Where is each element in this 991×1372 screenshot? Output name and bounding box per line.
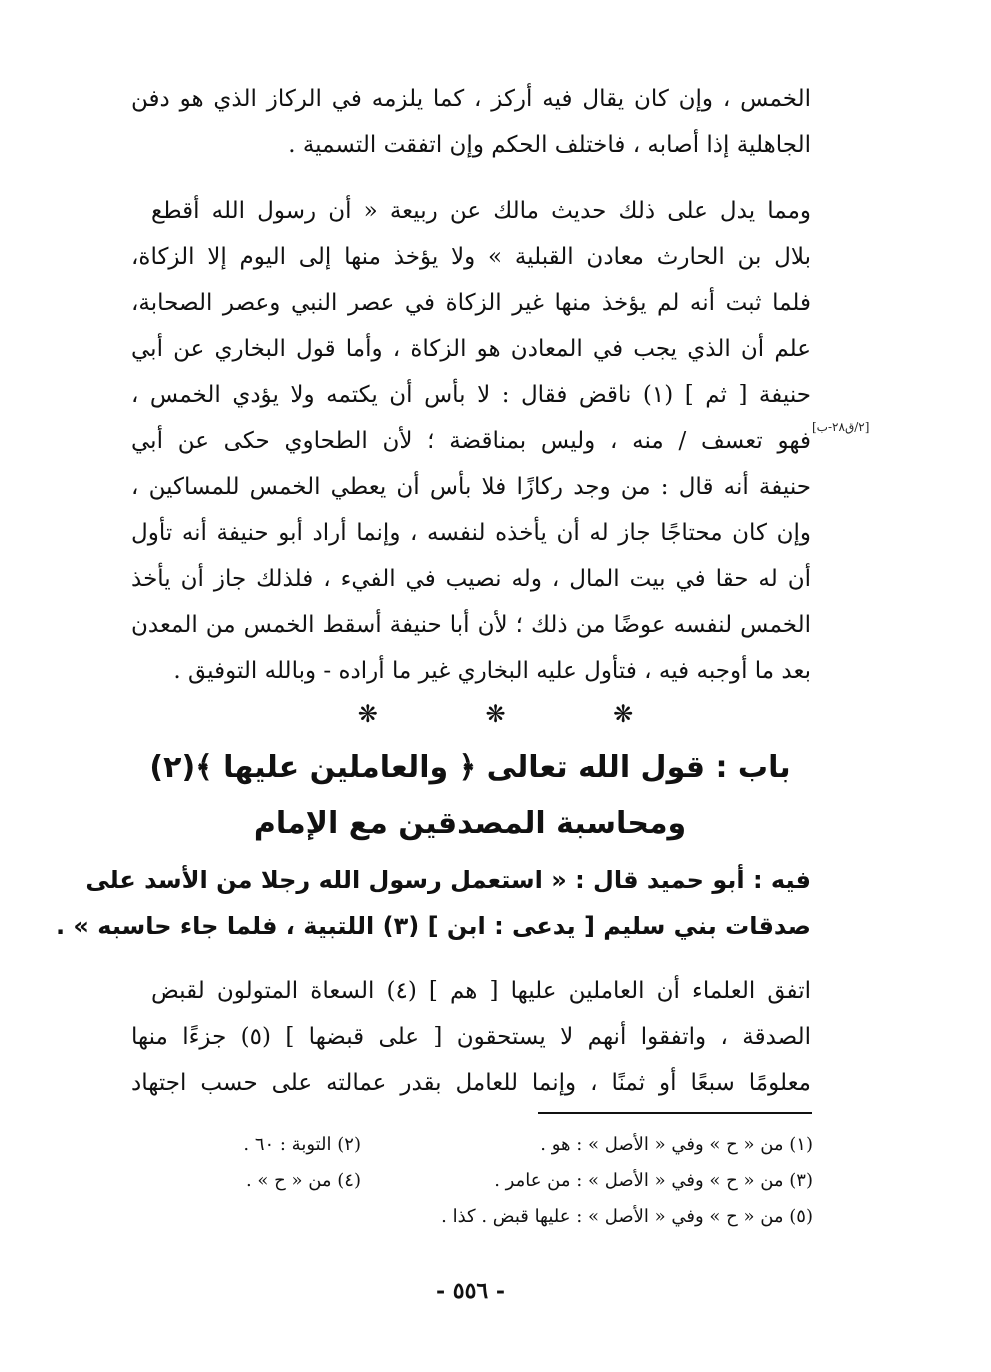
chapter-subheading: ومحاسبة المصدقين مع الإمام (253, 806, 687, 841)
footnote-2: (٢) التوبة : ٦٠ . (243, 1134, 361, 1155)
footnote-rule (538, 1112, 812, 1114)
text-line: الصدقة ، واتفقوا أنهم لا يستحقون [ على قبضها ] (٥) جزءًا منها (131, 1024, 811, 1050)
text-line: الجاهلية إذا أصابه ، فاختلف الحكم وإن اتفقت التسمية . (288, 132, 811, 158)
footnote-1: (١) من « ح » وفي « الأصل » : هو . (540, 1134, 813, 1155)
text-line: بلال بن الحارث معادن القبلية » ولا يؤخذ منها إلى اليوم إلا الزكاة، (131, 244, 811, 270)
text-line: أن له حقا في بيت المال ، وله نصيب في الفيء ، فلذلك جاز أن يأخذ (131, 566, 811, 592)
page-number: - ٥٥٦ - (435, 1278, 506, 1304)
footnote-5: (٥) من « ح » وفي « الأصل » : عليها قبض . كذا . (441, 1206, 813, 1227)
text-line: علم أن الذي يجب في المعادن هو الزكاة ، وأما قول البخاري عن أبي (131, 336, 811, 362)
text-line: حنيفة أنه قال : من وجد ركازًا فلا بأس أن يعطي الخمس للمساكين ، (131, 474, 811, 500)
hadith-line: فيه : أبو حميد قال : « استعمل رسول الله رجلا من الأسد على (85, 866, 811, 894)
manuscript-folio-note: [٢/ق٢٨-ب] (812, 420, 870, 434)
text-line: وإن كان محتاجًا جاز له أن يأخذه لنفسه ، وإنما أراد أبو حنيفة أنه تأول (131, 520, 811, 546)
text-line: حنيفة [ ثم ] (١) ناقض فقال : لا بأس أن يكتمه ولا يؤدي الخمس ، (131, 382, 811, 408)
footnote-3: (٣) من « ح » وفي « الأصل » : من عامر . (494, 1170, 813, 1191)
text-line: الخمس لنفسه عوضًا من ذلك ؛ لأن أبا حنيفة أسقط الخمس من المعدن (131, 612, 811, 638)
text-line: اتفق العلماء أن العاملين عليها [ هم ] (٤) السعاة المتولون لقبض (151, 978, 811, 1004)
text-line: فلما ثبت أنه لم يؤخذ منها غير الزكاة في عصر النبي وعصر الصحابة، (131, 290, 811, 316)
section-separator: ❋ ❋ ❋ (357, 700, 684, 728)
text-line: معلومًا سبعًا أو ثمنًا ، وإنما للعامل بقدر عمالته على حسب اجتهاد (131, 1070, 811, 1096)
chapter-heading: باب : قول الله تعالى ﴿ والعاملين عليها ﴾(٢) (149, 750, 791, 785)
text-line: ومما يدل على ذلك حديث مالك عن ربيعة « أن رسول الله أقطع (151, 198, 811, 224)
text-line: الخمس ، وإن كان يقال فيه أركز ، كما يلزمه في الركاز الذي هو دفن (131, 86, 811, 112)
footnote-4: (٤) من « ح » . (245, 1170, 361, 1191)
text-line: فهو تعسف / منه ، وليس بمناقضة ؛ لأن الطحاوي حكى عن أبي (131, 428, 811, 454)
text-line: بعد ما أوجبه فيه ، فتأول عليه البخاري غير ما أراده - وبالله التوفيق . (173, 658, 811, 684)
hadith-line: صدقات بني سليم [ يدعى : ابن ] (٣) اللتبية ، فلما جاء حاسبه » . (55, 912, 811, 940)
